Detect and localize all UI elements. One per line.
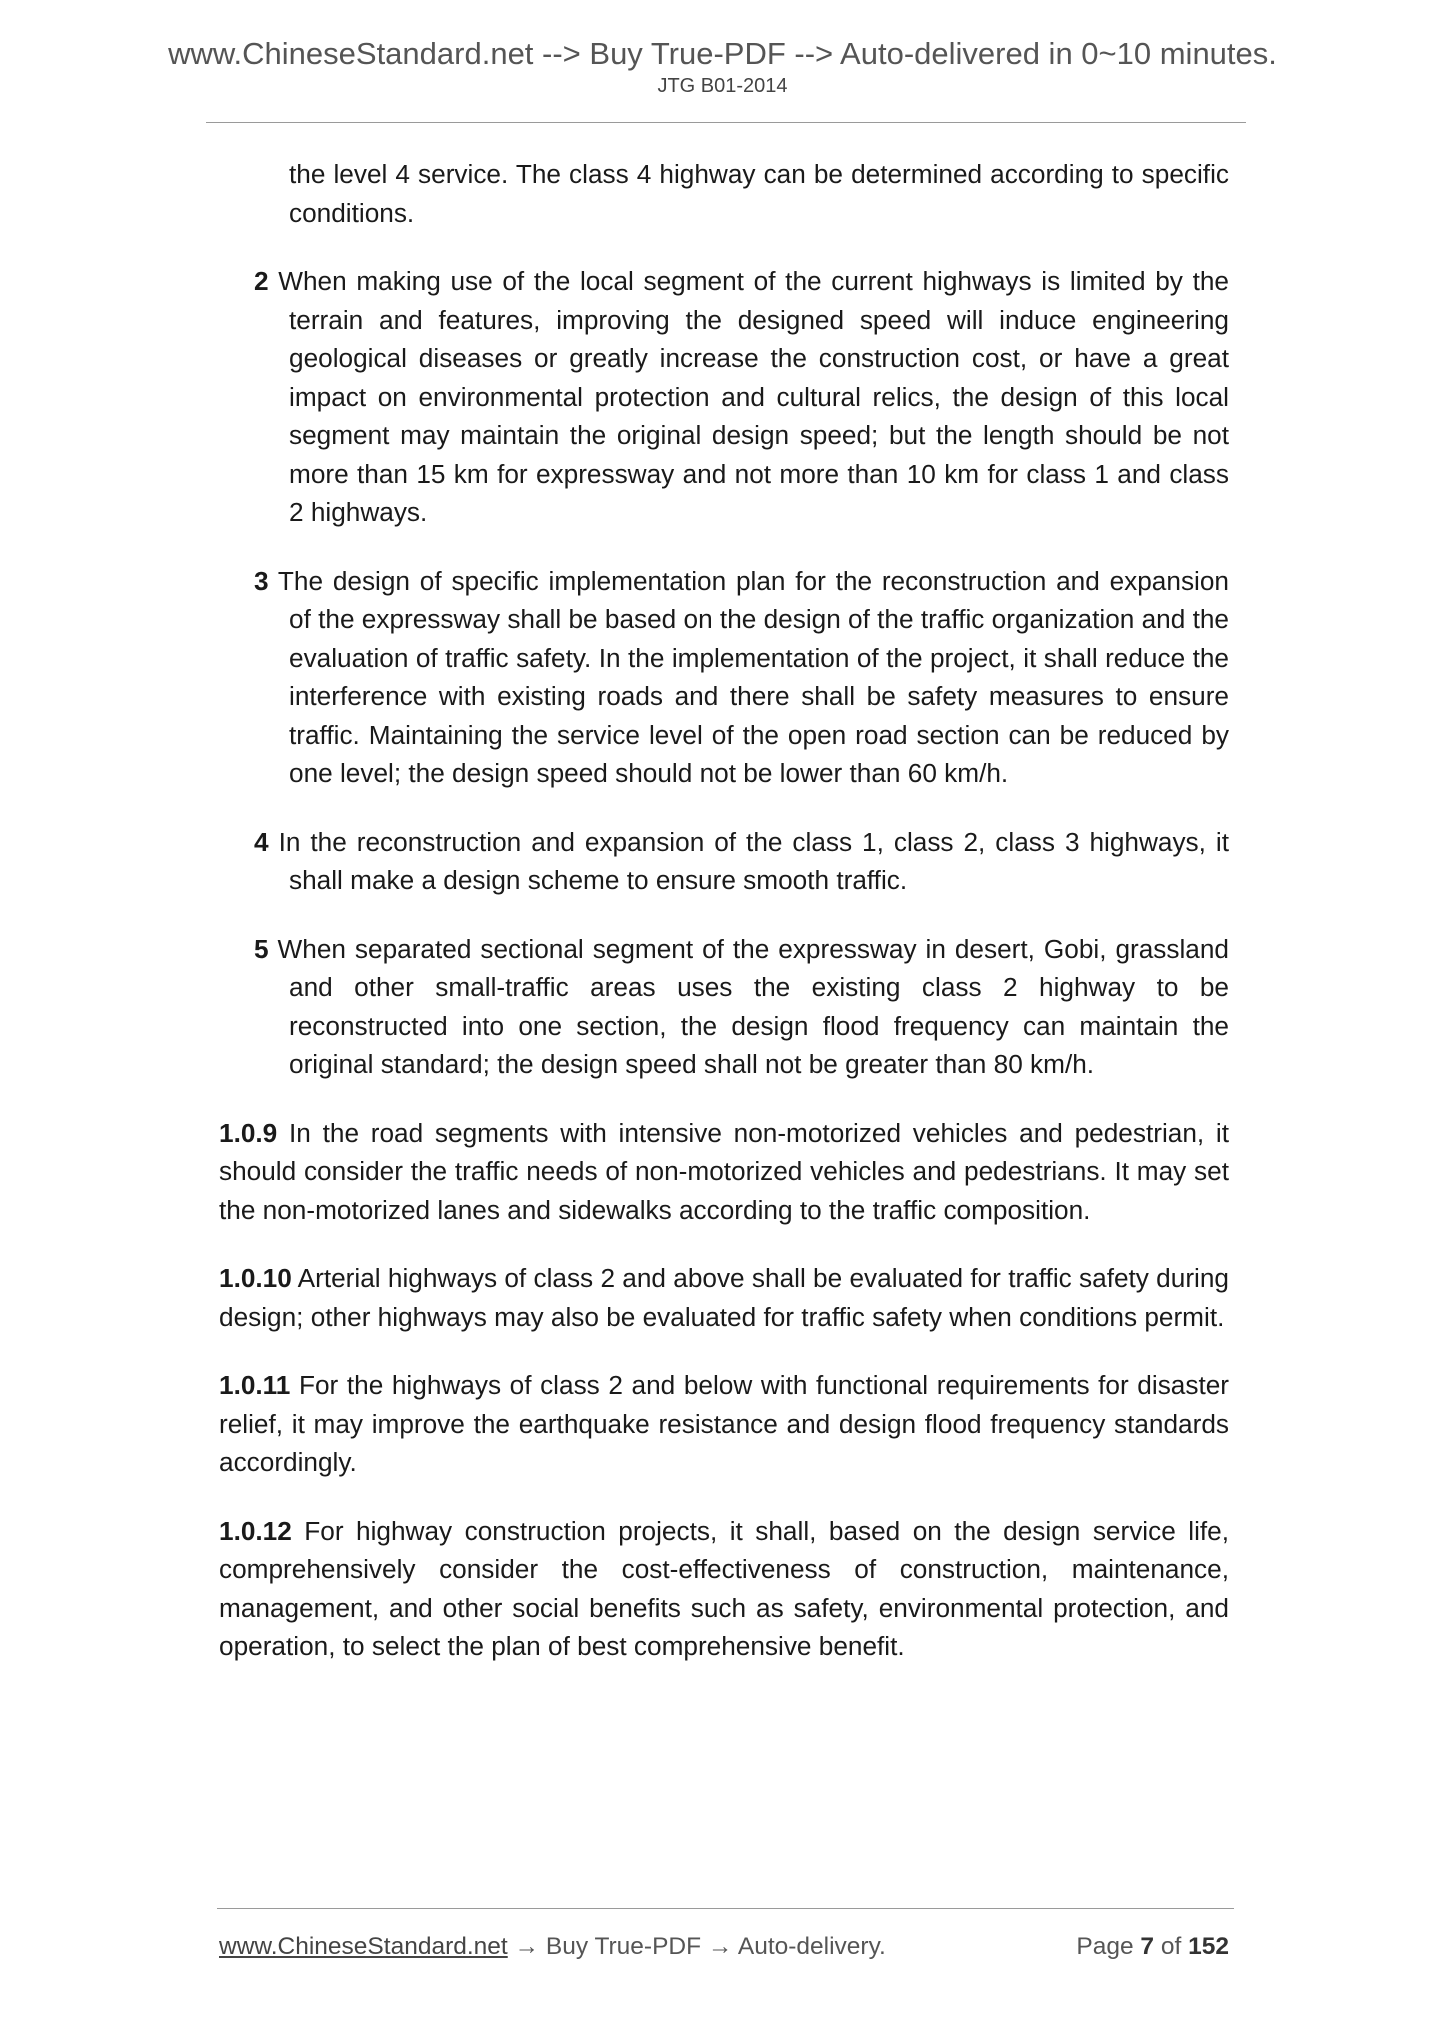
buy-pdf-text: Buy True-PDF xyxy=(545,1933,702,1960)
clause-text: Arterial highways of class 2 and above shall be evaluated for traffic safety during design; other highways may also be evaluated for traffic safety when conditions permit. xyxy=(219,1263,1229,1332)
item-text: In the reconstruction and expansion of the class 1, class 2, class 3 highways, it shall make a design scheme to ensure smooth traffic. xyxy=(278,826,1229,895)
site-banner: www.ChineseStandard.net --> Buy True-PDF --> Auto-delivered in 0~10 minutes. xyxy=(168,36,1277,71)
list-item xyxy=(219,562,1229,793)
clause-text: In the road segments with intensive non-motorized vehicles and pedestrian, it should consider the traffic needs of non-motorized vehicles and pedestrians. It may set the non-motorized lanes and sidewalks according to the traffic composition. xyxy=(219,1117,1230,1225)
footer-divider xyxy=(217,1908,1234,1909)
clause-text: For the highways of class 2 and below with functional requirements for disaster relief, it may improve the earthquake resistance and design flood frequency standards accordingly. xyxy=(219,1370,1230,1477)
item-number: 4 xyxy=(254,826,269,857)
arrow-right-icon: → xyxy=(514,1933,540,1960)
item-text: When making use of the local segment of the current highways is limited by the terrain and features, improving the designed speed will induce engineering geological diseases or greatly increase the construction cost, or have a great impact on environmental protection and cultural relics, the design of this local segment may maintain the original design speed; but the length should be not more than 15 km for expressway and not more than 10 km for class 1 and class 2 highways. xyxy=(278,266,1229,527)
clause-number: 1.0.12 xyxy=(219,1515,292,1546)
clause-number: 1.0.10 xyxy=(219,1263,292,1293)
list-item xyxy=(219,823,1229,900)
page-label: Page xyxy=(1076,1933,1134,1960)
clause-text: For highway construction projects, it shall, based on the design service life, comprehensively consider the cost-effectiveness of construction, maintenance, management, and other social benefits such as safety, environmental protection, and operation, to select the plan of best comprehensive benefit. xyxy=(219,1515,1229,1661)
item-text: The design of specific implementation plan for the reconstruction and expansion of the expressway shall be based on the design of the traffic organization and the evaluation of traffic safety. In the implementation of the project, it shall reduce the interference with existing roads and there shall be safety measures to ensure traffic. Maintaining the service level of the open road section can be reduced by one level; the design speed should not be lower than 60 km/h. xyxy=(277,565,1229,788)
arrow-right-icon: → xyxy=(707,1933,733,1960)
page-body xyxy=(219,155,1229,1696)
header-divider xyxy=(206,122,1246,123)
list-item xyxy=(219,930,1229,1084)
item-text: When separated sectional segment of the expressway in desert, Gobi, grassland and other small-traffic areas uses the existing class 2 highway to be reconstructed into one section, the design flood frequency can maintain the original standard; the design speed shall not be greater than 80 km/h. xyxy=(277,933,1229,1079)
item-number: 2 xyxy=(254,266,269,296)
delivery-text: Auto-delivery. xyxy=(737,1933,886,1960)
item-number: 5 xyxy=(254,933,269,964)
clause-paragraph xyxy=(219,1114,1229,1230)
clause-number: 1.0.11 xyxy=(219,1370,291,1400)
clause-paragraph xyxy=(219,1259,1229,1336)
document-code: JTG B01-2014 xyxy=(657,75,788,97)
of-label: of xyxy=(1160,1933,1182,1960)
clause-number: 1.0.9 xyxy=(219,1117,278,1148)
page-footer xyxy=(219,1932,1229,1962)
page-indicator xyxy=(1076,1932,1229,1962)
page-total: 152 xyxy=(1188,1933,1229,1960)
page-number: 7 xyxy=(1140,1933,1155,1960)
list-item xyxy=(219,262,1229,532)
clause-paragraph xyxy=(219,1512,1229,1666)
item-number: 3 xyxy=(254,565,269,596)
continued-paragraph: the level 4 service. The class 4 highway can be determined according to specific conditions. xyxy=(289,159,1229,228)
site-link[interactable]: www.ChineseStandard.net xyxy=(219,1933,508,1960)
clause-paragraph xyxy=(219,1366,1229,1482)
